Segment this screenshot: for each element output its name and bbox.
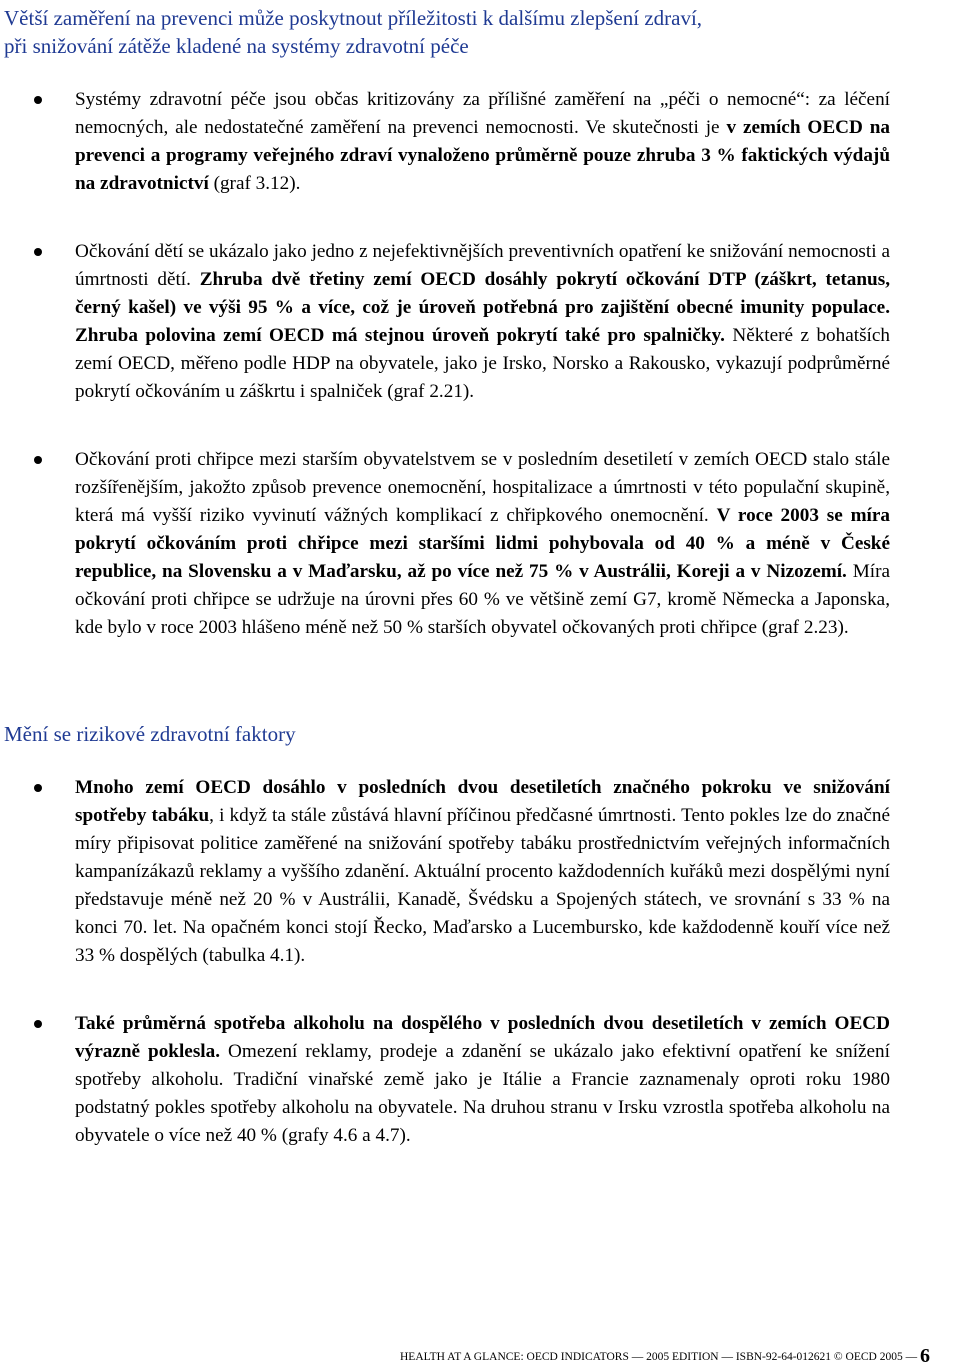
paragraph-bold-text: Zhruba dvě třetiny zemí OECD dosáhly pokrytí očkování DTP (záškrt, tetanus, černý kašel) ve výši 95 % a více, což je úroveň potřebná pro zajištění obecné imunity populace. Zhruba polovina zemí OECD má stejnou úroveň pokrytí také pro spalničky. xyxy=(75,269,890,346)
paragraph-text: Očkování proti chřipce mezi starším obyvatelstvem se v posledním desetiletí v zemích OECD stalo stále rozšířenějším, jakožto způsob prevence onemocnění, hospitalizace a úmrtnosti v této populační skupině, která má vyšší riziko vyvinutí vážných komplikací z chřipkového onemocnění. xyxy=(75,449,890,526)
list-item-child-vaccination xyxy=(75,238,890,406)
section-title-risk-factors: Mění se rizikové zdravotní faktory xyxy=(4,722,296,746)
paragraph-text-end: (graf 3.12). xyxy=(208,173,301,194)
list-item-alcohol xyxy=(75,1010,890,1150)
paragraph-text-end: Omezení reklamy, prodeje a zdanění se ukázalo jako efektivní opatření ke snížení spotřeby alkoholu. Tradiční vinařské země jako je Itálie a Francie zaznamenaly oproti roku 1980 podstatný pokles spotřeby alkoholu na obyvatele. Na druhou stranu v Irsku vzrostla spotřeba alkoholu na obyvatele o více než 40 % (grafy 4.6 a 4.7). xyxy=(75,1041,890,1146)
paragraph-bold-text: v zemích OECD na prevenci a programy veřejného zdraví vynaloženo průměrně pouze zhruba 3 % faktických výdajů na zdravotnictví xyxy=(75,117,890,194)
bullet-icon xyxy=(34,456,42,464)
list-item-prevention-spending xyxy=(75,86,890,198)
paragraph-bold-text: Také průměrná spotřeba alkoholu na dospělého v posledních dvou desetiletích v zemích OECD výrazně poklesla. xyxy=(75,1013,890,1062)
section-title-line-2: při snižování zátěže kladené na systémy zdravotní péče xyxy=(4,34,469,58)
footer-text: HEALTH AT A GLANCE: OECD INDICATORS — 2005 EDITION — ISBN-92-64-012621 © OECD 2005 — xyxy=(400,1351,918,1363)
paragraph xyxy=(75,446,890,642)
section-title-line-1: Větší zaměření na prevenci může poskytnout příležitosti k dalšímu zlepšení zdraví, xyxy=(4,6,703,30)
paragraph-bold-text: Mnoho zemí OECD dosáhlo v posledních dvou desetiletích značného pokroku ve snižování spotřeby tabáku xyxy=(75,777,890,826)
bullet-icon xyxy=(34,96,42,104)
paragraph xyxy=(75,774,890,970)
paragraph-text-end: , i když ta stále zůstává hlavní příčinou předčasné úmrtnosti. Tento pokles lze do značné míry připisovat politice zaměřené na snižování spotřeby tabáku prostřednictvím veřejných informačních kampanízákazů reklamy a vyššího zdanění. Aktuální procento každodenních kuřáků mezi dospělými nyní představuje méně než 20 % v Austrálii, Kanadě, Švédsku a Spojených státech, ve srovnání s 33 % na konci 70. let. Na opačném konci stojí Řecko, Maďarsko a Lucembursko, kde každodenně kouří více než 33 % dospělých (tabulka 4.1). xyxy=(75,805,890,966)
paragraph-text: Očkování dětí se ukázalo jako jedno z nejefektivnějších preventivních opatření ke snižování nemocnosti a úmrtnosti dětí. xyxy=(75,241,890,290)
bullet-icon xyxy=(34,784,42,792)
paragraph xyxy=(75,86,890,198)
paragraph-text: Systémy zdravotní péče jsou občas kritizovány za přílišné zaměření na „péči o nemocné“: za léčení nemocných, ale nedostatečné zaměření na prevenci nemocnosti. Ve skutečnosti je xyxy=(75,89,890,138)
bullet-icon xyxy=(34,248,42,256)
page-footer xyxy=(400,1345,945,1367)
bullet-icon xyxy=(34,1020,42,1028)
page-number: 6 xyxy=(919,1345,930,1367)
section-title-prevention xyxy=(4,4,924,60)
paragraph-bold-text: V roce 2003 se míra pokrytí očkováním proti chřipce mezi staršími lidmi pohybovala od 40 % a méně v České republice, na Slovensku a v Maďarsku, až po více než 75 % v Austrálii, Koreji a v Nizozemí. xyxy=(75,505,890,582)
list-item-tobacco xyxy=(75,774,890,970)
paragraph xyxy=(75,238,890,406)
paragraph-text-end: Míra očkování proti chřipce se udržuje na úrovni přes 60 % ve většině zemí G7, kromě Německa a Japonska, kde bylo v roce 2003 hlášeno méně než 50 % starších obyvatel očkovaných proti chřipce (graf 2.23). xyxy=(75,561,890,638)
list-item-flu-vaccination xyxy=(75,446,890,642)
paragraph-text-end: Některé z bohatších zemí OECD, měřeno podle HDP na obyvatele, jako je Irsko, Norsko a Rakousko, vykazují podprůměrné pokrytí očkováním u záškrtu i spalniček (graf 2.21). xyxy=(75,325,890,402)
paragraph xyxy=(75,1010,890,1150)
